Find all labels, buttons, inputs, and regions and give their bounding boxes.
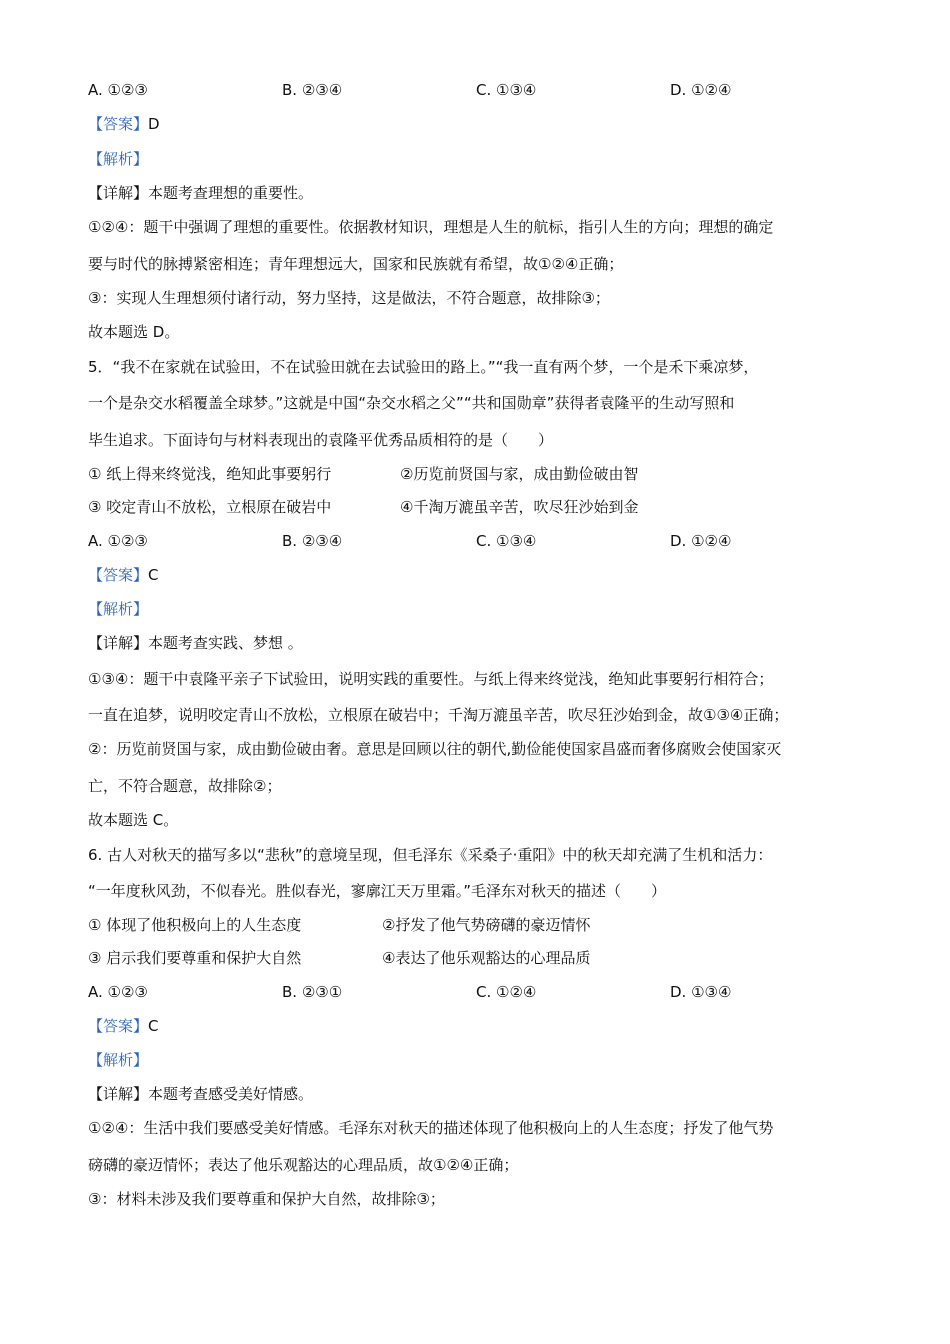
q5-explanation-1a: ①③④：题干中袁隆平亲子下试验田，说明实践的重要性。与纸上得来终觉浅，绝知此事要躬行相符合； bbox=[88, 670, 774, 688]
q6-option-b: B. ②③① bbox=[282, 983, 343, 1001]
q6-option-d: D. ①③④ bbox=[670, 983, 732, 1001]
q6-item-1: ① 体现了他积极向上的人生态度 bbox=[88, 916, 302, 934]
q5-item-4: ④千淘万漉虽辛苦，吹尽狂沙始到金 bbox=[400, 498, 639, 516]
q6-answer bbox=[88, 1016, 870, 1036]
q5-explanation-1b: 一直在追梦，说明咬定青山不放松，立根原在破岩中；千淘万漉虽辛苦，吹尽狂沙始到金，故①③④正确； bbox=[88, 706, 789, 724]
q5-option-b: B. ②③④ bbox=[282, 532, 343, 550]
q4-explanation-2: ③：实现人生理想须付诸行动，努力坚持，这是做法，不符合题意，故排除③； bbox=[88, 289, 610, 307]
q4-answer-label: 【答案】 bbox=[88, 115, 149, 133]
q6-item-2: ②抒发了他气势磅礴的豪迈情怀 bbox=[382, 916, 591, 934]
q5-stem-c: 毕生追求。下面诗句与材料表现出的袁隆平优秀品质相符的是（ ） bbox=[88, 431, 554, 449]
q4-answer-value: D bbox=[148, 115, 160, 133]
q4-option-c: C. ①③④ bbox=[476, 81, 537, 99]
q6-option-c: C. ①②④ bbox=[476, 983, 537, 1001]
q6-stem-b: “一年度秋风劲，不似春光。胜似春光，寥廓江天万里霜。”毛泽东对秋天的描述（ ） bbox=[88, 882, 667, 900]
q4-detail: 【详解】本题考查理想的重要性。 bbox=[88, 184, 314, 202]
q4-option-b: B. ②③④ bbox=[282, 81, 343, 99]
q5-item-2: ②历览前贤国与家，成由勤俭破由智 bbox=[400, 465, 639, 483]
q4-conclusion: 故本题选 D。 bbox=[88, 323, 180, 341]
q6-items-row1 bbox=[88, 915, 870, 935]
q4-explanation-1a: ①②④：题干中强调了理想的重要性。依据教材知识，理想是人生的航标，指引人生的方向；理想的确定 bbox=[88, 218, 774, 236]
q6-explanation-2: ③：材料未涉及我们要尊重和保护大自然，故排除③； bbox=[88, 1190, 445, 1208]
q5-conclusion: 故本题选 C。 bbox=[88, 811, 179, 829]
q5-item-1: ① 纸上得来终觉浅，绝知此事要躬行 bbox=[88, 465, 332, 483]
q6-answer-label: 【答案】 bbox=[88, 1017, 149, 1035]
q6-item-3: ③ 启示我们要尊重和保护大自然 bbox=[88, 949, 302, 967]
q5-analysis-label: 【解析】 bbox=[88, 600, 149, 618]
q5-explanation-2b: 亡，不符合题意，故排除②； bbox=[88, 777, 282, 795]
q6-explanation-1a: ①②④：生活中我们要感受美好情感。毛泽东对秋天的描述体现了他积极向上的人生态度；抒发了他气势 bbox=[88, 1119, 774, 1137]
q5-answer-value: C bbox=[148, 566, 159, 584]
q4-explanation-1b: 要与时代的脉搏紧密相连；青年理想远大，国家和民族就有希望，故①②④正确； bbox=[88, 255, 624, 273]
q4-option-d: D. ①②④ bbox=[670, 81, 732, 99]
q5-answer-label: 【答案】 bbox=[88, 566, 149, 584]
q6-explanation-1b: 磅礴的豪迈情怀；表达了他乐观豁达的心理品质，故①②④正确； bbox=[88, 1156, 519, 1174]
q5-stem-a: 5．“我不在家就在试验田，不在试验田就在去试验田的路上。”“我一直有两个梦，一个是禾下乘凉梦， bbox=[88, 358, 759, 376]
q5-explanation-2a: ②：历览前贤国与家，成由勤俭破由奢。意思是回顾以往的朝代,勤俭能使国家昌盛而奢侈腐败会使国家灭 bbox=[88, 740, 782, 758]
q4-answer bbox=[88, 114, 870, 134]
q5-option-d: D. ①②④ bbox=[670, 532, 732, 550]
q6-analysis-label: 【解析】 bbox=[88, 1051, 149, 1069]
q6-option-a: A. ①②③ bbox=[88, 983, 148, 1001]
q4-option-a: A. ①②③ bbox=[88, 81, 148, 99]
q4-analysis-label: 【解析】 bbox=[88, 150, 149, 168]
q5-item-3: ③ 咬定青山不放松，立根原在破岩中 bbox=[88, 498, 332, 516]
q5-option-a: A. ①②③ bbox=[88, 532, 148, 550]
q5-items-row1 bbox=[88, 464, 870, 484]
q5-option-c: C. ①③④ bbox=[476, 532, 537, 550]
q6-items-row2 bbox=[88, 948, 870, 968]
q5-items-row2 bbox=[88, 497, 870, 517]
q4-options bbox=[88, 80, 870, 100]
q5-answer bbox=[88, 565, 870, 585]
q6-stem-a: 6. 古人对秋天的描写多以“悲秋”的意境呈现，但毛泽东《采桑子·重阳》中的秋天却充满了生机和活力： bbox=[88, 846, 773, 864]
q5-options bbox=[88, 531, 870, 551]
q6-options bbox=[88, 982, 870, 1002]
q6-detail: 【详解】本题考查感受美好情感。 bbox=[88, 1085, 314, 1103]
q5-stem-b: 一个是杂交水稻覆盖全球梦。”这就是中国“杂交水稻之父”“共和国勋章”获得者袁隆平的生动写照和 bbox=[88, 394, 735, 412]
q6-answer-value: C bbox=[148, 1017, 159, 1035]
q5-detail: 【详解】本题考查实践、梦想 。 bbox=[88, 634, 303, 652]
q6-item-4: ④表达了他乐观豁达的心理品质 bbox=[382, 949, 591, 967]
